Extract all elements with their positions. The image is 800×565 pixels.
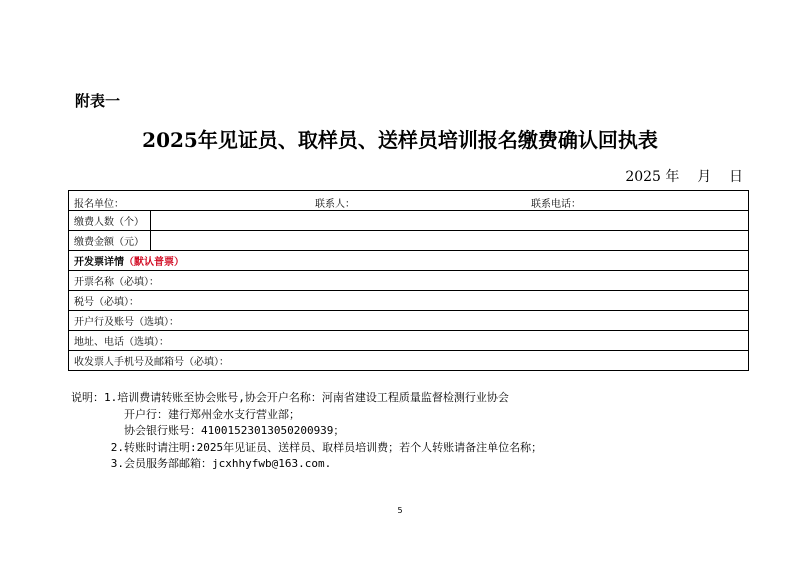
table-row <box>69 291 749 311</box>
bank-account-field[interactable] <box>69 311 749 331</box>
amount-label: 缴费金额（元） <box>69 231 151 251</box>
table-row <box>69 231 749 251</box>
address-phone-label: 地址、电话（选填）： <box>74 337 169 348</box>
registration-form-table <box>68 190 749 371</box>
amount-field[interactable] <box>151 231 749 251</box>
invoice-name-field[interactable] <box>69 271 749 291</box>
table-row <box>69 311 749 331</box>
receiver-field[interactable] <box>69 351 749 371</box>
date-line: 2025 年 月 日 <box>625 169 743 185</box>
table-row <box>69 211 749 231</box>
notes-section <box>71 390 542 473</box>
note-line: 协会银行账号：41001523013050200939； <box>71 424 345 437</box>
page-number: 5 <box>397 506 403 515</box>
invoice-heading: 开发票详情 <box>74 257 124 268</box>
table-row <box>69 331 749 351</box>
note-line: 2.转账时请注明:2025年见证员、送样员、取样员培训费；若个人转账请备注单位名称； <box>71 440 543 454</box>
tax-number-field[interactable] <box>69 291 749 311</box>
contact-label: 联系人： <box>315 198 355 210</box>
note-line: 3.会员服务部邮箱：jcxhhyfwb@163.com. <box>71 457 332 470</box>
table-row <box>69 351 749 371</box>
address-phone-field[interactable] <box>69 331 749 351</box>
unit-label: 报名单位： <box>74 198 124 210</box>
table-row <box>69 191 749 211</box>
invoice-name-label: 开票名称（必填）： <box>74 277 159 288</box>
note-line: 开户行：建行郑州金水支行营业部； <box>71 407 300 421</box>
invoice-note: （默认普票） <box>124 257 184 268</box>
note-line: 说明：1.培训费请转账至协会账号,协会开户名称：河南省建设工程质量监督检测行业协会 <box>71 391 509 404</box>
unit-contact-phone-row[interactable] <box>69 191 749 211</box>
people-count-label: 缴费人数（个） <box>69 211 151 231</box>
people-count-field[interactable] <box>151 211 749 231</box>
bank-account-label: 开户行及账号（选填）： <box>74 317 179 328</box>
phone-label: 联系电话： <box>531 198 581 210</box>
table-row <box>69 251 749 271</box>
page-title: 2025年见证员、取样员、送样员培训报名缴费确认回执表 <box>142 128 658 152</box>
invoice-heading-row <box>69 251 749 271</box>
table-row <box>69 271 749 291</box>
tax-number-label: 税号（必填）： <box>74 297 139 308</box>
attachment-label: 附表一 <box>75 92 121 110</box>
receiver-label: 收发票人手机号及邮箱号（必填）： <box>74 357 229 368</box>
